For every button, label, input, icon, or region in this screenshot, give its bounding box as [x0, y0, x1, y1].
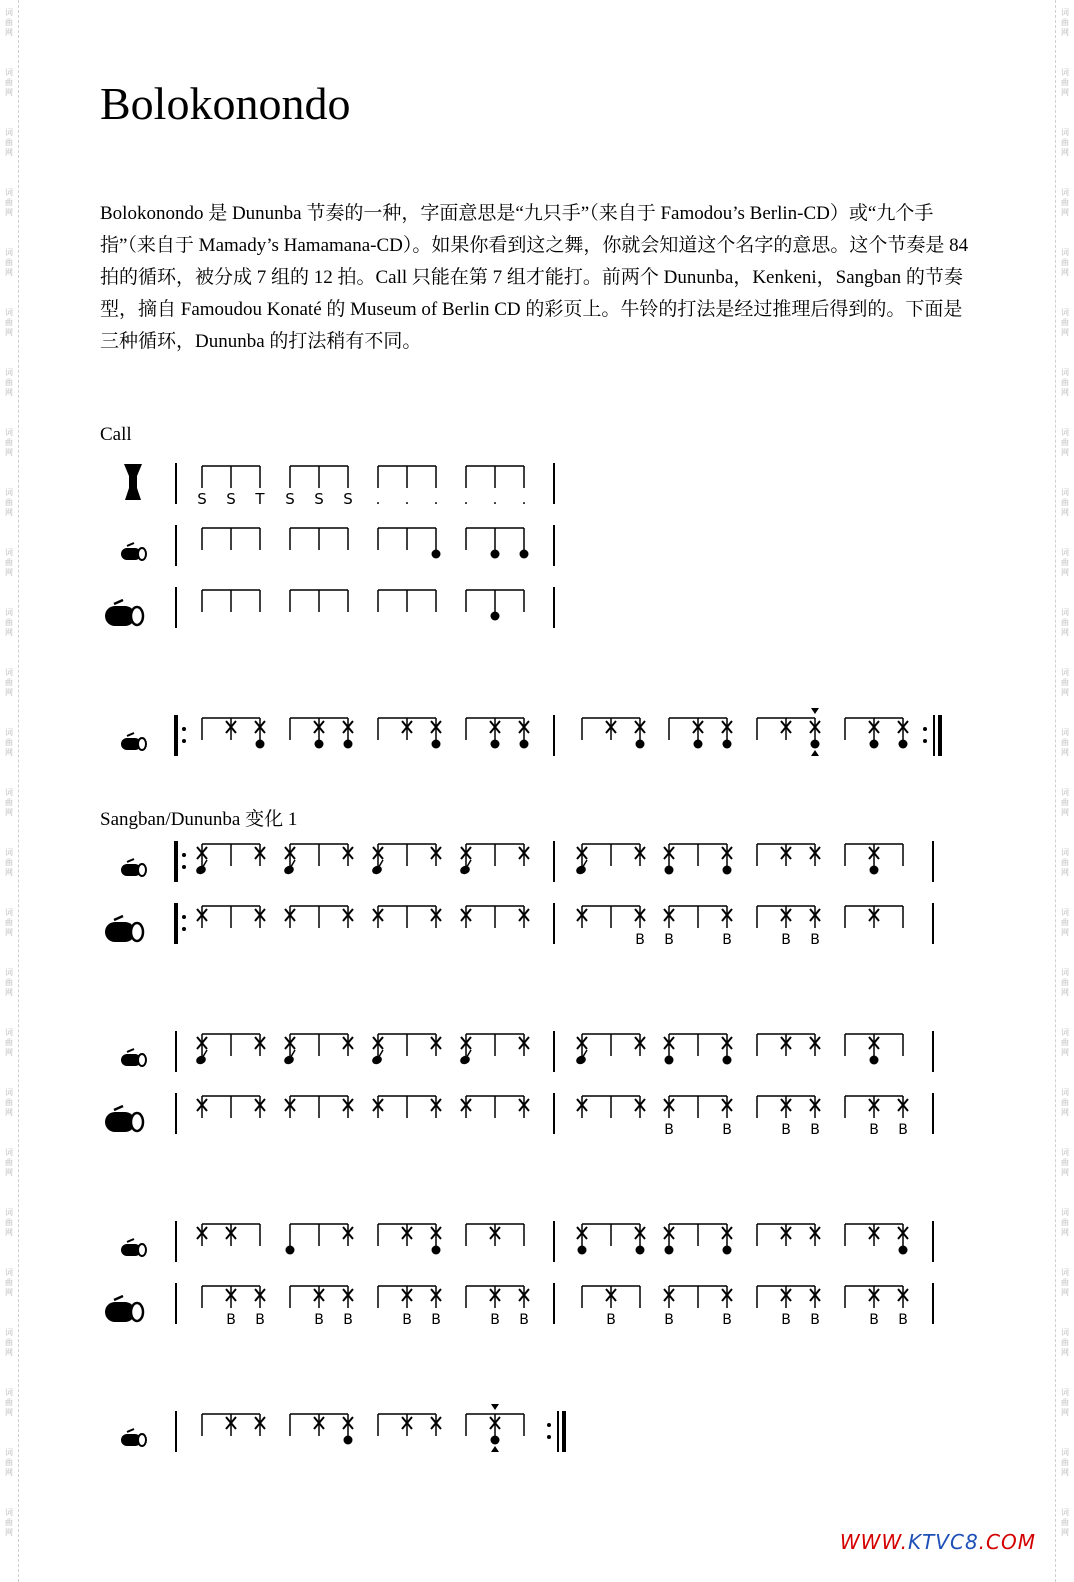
small-dunun-head [138, 864, 146, 876]
open-stroke-dot [723, 1056, 732, 1065]
big-dunun-stick [114, 1106, 123, 1110]
big-dunun-stick [114, 1296, 123, 1300]
watermark-mark: 词 曲 网 [5, 1448, 13, 1477]
accent-bottom-triangle [491, 1446, 499, 1452]
repeat-dot [923, 739, 927, 743]
variation-label: Sangban/Dununba 变化 1 [100, 809, 298, 830]
watermark-mark: 词 曲 网 [5, 308, 13, 337]
small-dunun-stick [127, 1049, 134, 1052]
small-dunun-head [138, 1244, 146, 1256]
djembe-syllable: S [314, 490, 324, 508]
djembe-syllable: . [492, 490, 498, 508]
open-stroke-dot [723, 740, 732, 749]
watermark-mark: 词 曲 网 [1061, 1148, 1069, 1177]
stroke-letter-b: B [781, 1312, 791, 1328]
small-dunun-head [138, 1054, 146, 1066]
watermark-mark: 词 曲 网 [5, 908, 13, 937]
watermark-mark: 词 曲 网 [5, 248, 13, 277]
open-stroke-dot [811, 740, 820, 749]
open-stroke-dot [491, 1436, 500, 1445]
open-stroke-dot [665, 866, 674, 875]
watermark-mark: 词 曲 网 [5, 668, 13, 697]
watermark-mark: 词 曲 网 [5, 1328, 13, 1357]
stroke-letter-b: B [664, 1312, 674, 1328]
djembe-syllable: . [404, 490, 410, 508]
djembe-syllable: S [197, 490, 207, 508]
watermark-mark: 词 曲 网 [5, 368, 13, 397]
big-dunun-stick [114, 916, 123, 920]
watermark-mark: 词 曲 网 [5, 548, 13, 577]
open-stroke-dot [491, 612, 500, 621]
watermark-mark: 词 曲 网 [1061, 668, 1069, 697]
djembe-syllable: . [375, 490, 381, 508]
small-dunun-stick [127, 733, 134, 736]
stroke-letter-b: B [722, 1312, 732, 1328]
watermark-mark: 词 曲 网 [5, 608, 13, 637]
open-stroke-dot [578, 1246, 587, 1255]
open-stroke-dot [344, 740, 353, 749]
open-stroke-dot [723, 866, 732, 875]
watermark-mark: 词 曲 网 [1061, 848, 1069, 877]
stroke-letter-b: B [722, 932, 732, 948]
small-dunun-stick [127, 543, 134, 546]
watermark-mark: 词 曲 网 [5, 428, 13, 457]
open-stroke-dot [870, 1056, 879, 1065]
stroke-letter-b: B [606, 1312, 616, 1328]
small-dunun-stick [127, 859, 134, 862]
watermark-mark: 词 曲 网 [5, 968, 13, 997]
intro-paragraph: Bolokonondo 是 Dununba 节奏的一种，字面意思是“九只手”（来自于 Famodou’s Berlin-CD）或“九个手指”（来自于 Mamady’s Hamamana-CD）。如果你看到这之舞，你就会知道这个名字的意思。这个节奏是 84 拍的循环，被分成 7 组的 12 拍。Call 只能在第 7 组才能打。前两个 Dununba，Kenkeni，Sangban 的节奏型，摘自 Famoudou Konaté 的 Museum of Berlin CD 的彩页上。牛铃的打法是经过推理后得到的。下面是三种循环，Dununba 的打法稍有不同。 [100, 203, 969, 352]
stroke-letter-b: B [226, 1312, 236, 1328]
watermark-mark: 词 曲 网 [1061, 8, 1069, 37]
stroke-letter-b: B [490, 1312, 500, 1328]
watermark-mark: 词 曲 网 [1061, 788, 1069, 817]
small-dunun-stick [127, 1429, 134, 1432]
watermark-mark: 词 曲 网 [1061, 1508, 1069, 1537]
watermark-mark: 词 曲 网 [5, 488, 13, 517]
djembe-syllable: S [226, 490, 236, 508]
watermark-mark: 词 曲 网 [1061, 488, 1069, 517]
watermark-mark: 词 曲 网 [5, 1088, 13, 1117]
watermark-mark: 词 曲 网 [1061, 1448, 1069, 1477]
accent-bottom-triangle [811, 750, 819, 756]
big-dunun-stick [114, 600, 123, 604]
stroke-letter-b: B [402, 1312, 412, 1328]
repeat-dot [182, 915, 186, 919]
accent-top-triangle [491, 1404, 499, 1410]
watermark-mark: 词 曲 网 [1061, 1328, 1069, 1357]
open-stroke-dot [870, 866, 879, 875]
open-stroke-dot [520, 550, 529, 559]
watermark-mark: 词 曲 网 [1061, 128, 1069, 157]
watermark-mark: 词 曲 网 [5, 1388, 13, 1417]
open-stroke-dot [899, 1246, 908, 1255]
djembe-syllable: . [463, 490, 469, 508]
stroke-letter-b: B [722, 1122, 732, 1138]
big-dunun-head [131, 923, 143, 941]
open-stroke-dot [636, 740, 645, 749]
djembe-icon [124, 464, 142, 500]
stroke-letter-b: B [898, 1122, 908, 1138]
watermark-mark: 词 曲 网 [1061, 1088, 1069, 1117]
watermark-mark: 词 曲 网 [1061, 548, 1069, 577]
open-stroke-dot [665, 1246, 674, 1255]
stroke-letter-b: B [431, 1312, 441, 1328]
djembe-syllable: S [343, 490, 353, 508]
stroke-letter-b: B [810, 1122, 820, 1138]
small-dunun-stick [127, 1239, 134, 1242]
open-stroke-dot [432, 1246, 441, 1255]
stroke-letter-b: B [810, 932, 820, 948]
repeat-dot [547, 1435, 551, 1439]
open-stroke-dot [899, 740, 908, 749]
watermark-mark: 词 曲 网 [1061, 368, 1069, 397]
watermark-mark: 词 曲 网 [5, 188, 13, 217]
open-stroke-dot [432, 740, 441, 749]
accent-top-triangle [811, 708, 819, 714]
watermark-mark: 词 曲 网 [1061, 308, 1069, 337]
open-stroke-dot [491, 740, 500, 749]
open-stroke-dot [870, 740, 879, 749]
watermark-mark: 词 曲 网 [1061, 728, 1069, 757]
open-stroke-dot [694, 740, 703, 749]
open-stroke-dot [432, 550, 441, 559]
repeat-dot [182, 927, 186, 931]
stroke-letter-b: B [898, 1312, 908, 1328]
watermark-mark: 词 曲 网 [5, 788, 13, 817]
open-stroke-dot [286, 1246, 295, 1255]
watermark-mark: 词 曲 网 [5, 1268, 13, 1297]
small-dunun-head [138, 1434, 146, 1446]
djembe-syllable: T [255, 490, 265, 508]
open-stroke-dot [256, 740, 265, 749]
big-dunun-head [131, 1303, 143, 1321]
watermark-mark: 词 曲 网 [5, 1148, 13, 1177]
open-stroke-dot [344, 1436, 353, 1445]
stroke-letter-b: B [869, 1312, 879, 1328]
call-label: Call [100, 424, 132, 445]
watermark-mark: 词 曲 网 [1061, 1268, 1069, 1297]
watermark-mark: 词 曲 网 [1061, 608, 1069, 637]
watermark-mark: 词 曲 网 [5, 1208, 13, 1237]
stroke-letter-b: B [664, 932, 674, 948]
small-dunun-head [138, 738, 146, 750]
open-stroke-dot [723, 1246, 732, 1255]
stroke-letter-b: B [255, 1312, 265, 1328]
watermark-mark: 词 曲 网 [5, 728, 13, 757]
watermark-mark: 词 曲 网 [1061, 968, 1069, 997]
stroke-letter-b: B [343, 1312, 353, 1328]
repeat-dot [182, 865, 186, 869]
watermark-mark: 词 曲 网 [1061, 428, 1069, 457]
stroke-letter-b: B [781, 1122, 791, 1138]
big-dunun-head [131, 1113, 143, 1131]
stroke-letter-b: B [635, 932, 645, 948]
repeat-dot [182, 853, 186, 857]
site-logo: WWW.KTVC8.COM [839, 1530, 1036, 1554]
watermark-mark: 词 曲 网 [1061, 1028, 1069, 1057]
open-stroke-dot [636, 1246, 645, 1255]
page-title: Bolokonondo [100, 78, 351, 129]
open-stroke-dot [315, 740, 324, 749]
watermark-mark: 词 曲 网 [5, 1508, 13, 1537]
open-stroke-dot [520, 740, 529, 749]
watermark-mark: 词 曲 网 [1061, 1388, 1069, 1417]
stroke-letter-b: B [664, 1122, 674, 1138]
repeat-dot [547, 1423, 551, 1427]
djembe-syllable: . [433, 490, 439, 508]
watermark-mark: 词 曲 网 [5, 1028, 13, 1057]
open-stroke-dot [665, 1056, 674, 1065]
stroke-letter-b: B [519, 1312, 529, 1328]
watermark-mark: 词 曲 网 [5, 68, 13, 97]
repeat-dot [182, 739, 186, 743]
watermark-mark: 词 曲 网 [5, 848, 13, 877]
big-dunun-head [131, 607, 143, 625]
repeat-dot [182, 727, 186, 731]
watermark-mark: 词 曲 网 [5, 128, 13, 157]
stroke-letter-b: B [314, 1312, 324, 1328]
stroke-letter-b: B [810, 1312, 820, 1328]
watermark-mark: 词 曲 网 [1061, 908, 1069, 937]
watermark-mark: 词 曲 网 [1061, 68, 1069, 97]
stroke-letter-b: B [869, 1122, 879, 1138]
djembe-syllable: . [521, 490, 527, 508]
stroke-letter-b: B [781, 932, 791, 948]
watermark-mark: 词 曲 网 [1061, 1208, 1069, 1237]
watermark-mark: 词 曲 网 [5, 8, 13, 37]
small-dunun-head [138, 548, 146, 560]
watermark-mark: 词 曲 网 [1061, 248, 1069, 277]
watermark-mark: 词 曲 网 [1061, 188, 1069, 217]
djembe-syllable: S [285, 490, 295, 508]
open-stroke-dot [491, 550, 500, 559]
repeat-dot [923, 727, 927, 731]
